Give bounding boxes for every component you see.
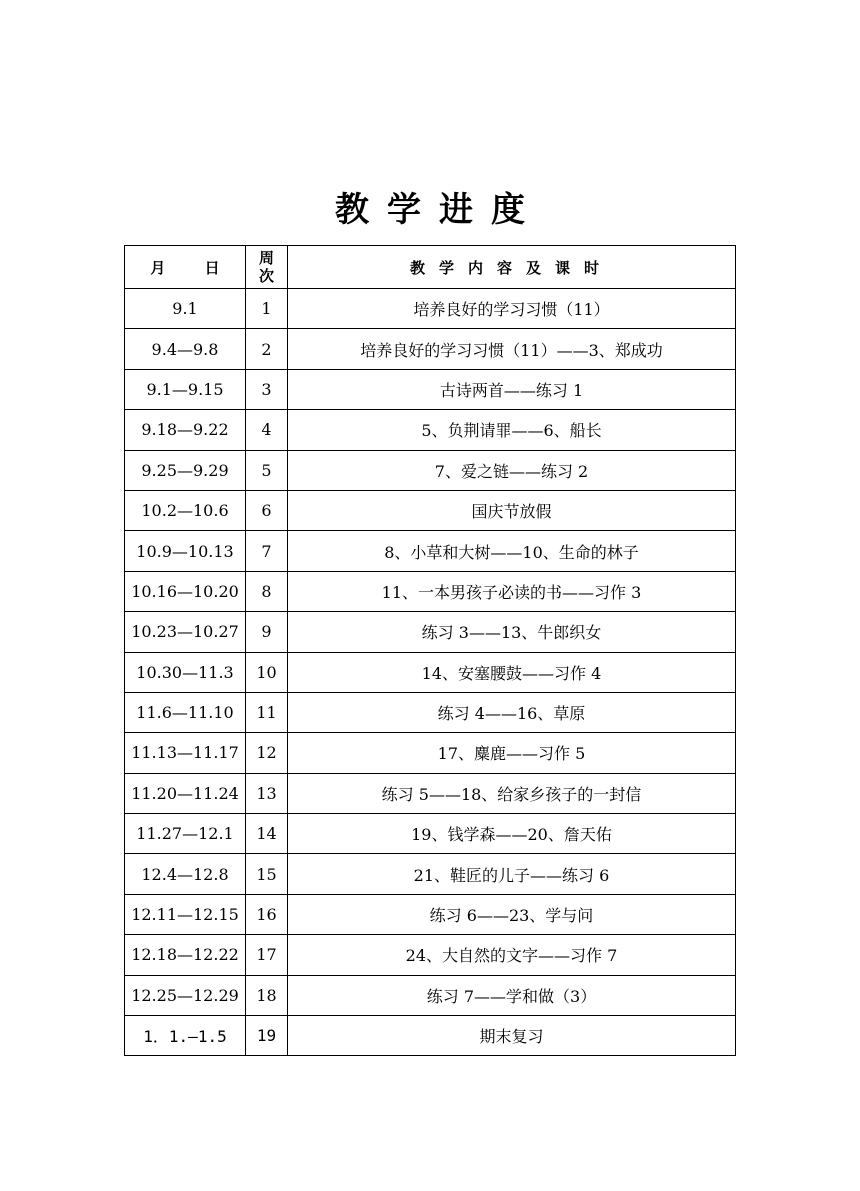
row-week: 13 bbox=[246, 773, 288, 813]
row-week: 19 bbox=[246, 1016, 288, 1056]
row-week: 10 bbox=[246, 652, 288, 692]
table-row bbox=[125, 975, 736, 1015]
row-content: 24、大自然的文字——习作 7 bbox=[288, 935, 736, 975]
table-row bbox=[125, 773, 736, 813]
row-content: 练习 3——13、牛郎织女 bbox=[288, 612, 736, 652]
row-date: 11.6—11.10 bbox=[125, 692, 246, 732]
header-week-line2: 次 bbox=[258, 267, 274, 285]
header-content: 教学内容及课时 bbox=[288, 246, 736, 289]
row-date: 10.23—10.27 bbox=[125, 612, 246, 652]
table-row bbox=[125, 329, 736, 369]
row-content: 21、鞋匠的儿子——练习 6 bbox=[288, 854, 736, 894]
row-week: 12 bbox=[246, 733, 288, 773]
row-week: 8 bbox=[246, 571, 288, 611]
row-content: 培养良好的学习习惯（11）——3、郑成功 bbox=[288, 329, 736, 369]
table-row bbox=[125, 450, 736, 490]
row-content: 练习 4——16、草原 bbox=[288, 692, 736, 732]
table-row bbox=[125, 894, 736, 934]
row-date: 9.1 bbox=[125, 289, 246, 329]
table-row bbox=[125, 854, 736, 894]
row-week: 7 bbox=[246, 531, 288, 571]
row-content: 5、负荆请罪——6、船长 bbox=[288, 410, 736, 450]
row-week: 2 bbox=[246, 329, 288, 369]
row-date: 10.30—11.3 bbox=[125, 652, 246, 692]
row-week: 5 bbox=[246, 450, 288, 490]
page-title: 教学进度 bbox=[335, 190, 543, 230]
row-date: 9.25—9.29 bbox=[125, 450, 246, 490]
table-row bbox=[125, 490, 736, 530]
row-week: 17 bbox=[246, 935, 288, 975]
row-date: 1．1.—1.5 bbox=[125, 1016, 246, 1056]
row-week: 3 bbox=[246, 369, 288, 409]
row-content: 7、爱之链——练习 2 bbox=[288, 450, 736, 490]
row-content: 期末复习 bbox=[288, 1016, 736, 1056]
schedule-table bbox=[124, 245, 736, 1056]
row-date: 11.20—11.24 bbox=[125, 773, 246, 813]
row-date: 10.9—10.13 bbox=[125, 531, 246, 571]
row-date: 9.18—9.22 bbox=[125, 410, 246, 450]
row-content: 19、钱学森——20、詹天佑 bbox=[288, 814, 736, 854]
row-week: 9 bbox=[246, 612, 288, 652]
row-week: 1 bbox=[246, 289, 288, 329]
row-date: 11.13—11.17 bbox=[125, 733, 246, 773]
row-content: 练习 6——23、学与问 bbox=[288, 894, 736, 934]
row-date: 11.27—12.1 bbox=[125, 814, 246, 854]
table-row bbox=[125, 733, 736, 773]
row-content: 练习 5——18、给家乡孩子的一封信 bbox=[288, 773, 736, 813]
header-date: 月 日 bbox=[125, 246, 246, 289]
row-content: 11、一本男孩子必读的书——习作 3 bbox=[288, 571, 736, 611]
row-date: 10.2—10.6 bbox=[125, 490, 246, 530]
table-row bbox=[125, 612, 736, 652]
row-week: 4 bbox=[246, 410, 288, 450]
row-content: 古诗两首——练习 1 bbox=[288, 369, 736, 409]
table-row bbox=[125, 571, 736, 611]
row-date: 12.11—12.15 bbox=[125, 894, 246, 934]
row-date: 12.25—12.29 bbox=[125, 975, 246, 1015]
table-row bbox=[125, 935, 736, 975]
table-row bbox=[125, 289, 736, 329]
row-content: 培养良好的学习习惯（11） bbox=[288, 289, 736, 329]
row-content: 14、安塞腰鼓——习作 4 bbox=[288, 652, 736, 692]
row-content: 国庆节放假 bbox=[288, 490, 736, 530]
header-week bbox=[246, 246, 288, 289]
table-row bbox=[125, 531, 736, 571]
table-row bbox=[125, 1016, 736, 1056]
row-week: 6 bbox=[246, 490, 288, 530]
row-week: 11 bbox=[246, 692, 288, 732]
table-row bbox=[125, 369, 736, 409]
header-week-line1: 周 bbox=[258, 249, 274, 267]
table-row bbox=[125, 410, 736, 450]
row-date: 10.16—10.20 bbox=[125, 571, 246, 611]
row-content: 8、小草和大树——10、生命的林子 bbox=[288, 531, 736, 571]
table-row bbox=[125, 814, 736, 854]
table-header-row bbox=[125, 246, 736, 289]
row-content: 17、麋鹿——习作 5 bbox=[288, 733, 736, 773]
row-date: 12.18—12.22 bbox=[125, 935, 246, 975]
row-date: 9.4—9.8 bbox=[125, 329, 246, 369]
row-content: 练习 7——学和做（3） bbox=[288, 975, 736, 1015]
table-row bbox=[125, 652, 736, 692]
table-row bbox=[125, 692, 736, 732]
row-date: 9.1—9.15 bbox=[125, 369, 246, 409]
row-week: 14 bbox=[246, 814, 288, 854]
row-date: 12.4—12.8 bbox=[125, 854, 246, 894]
row-week: 15 bbox=[246, 854, 288, 894]
row-week: 18 bbox=[246, 975, 288, 1015]
row-week: 16 bbox=[246, 894, 288, 934]
